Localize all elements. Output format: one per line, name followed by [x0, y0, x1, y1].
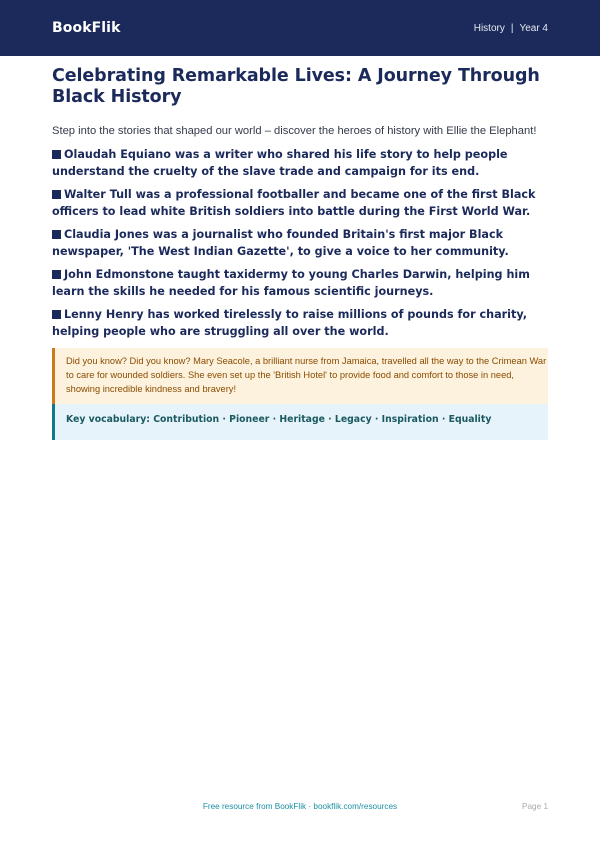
page-footer — [52, 802, 548, 811]
brand-logo[interactable]: BookFlik — [52, 20, 121, 36]
square-bullet-icon — [52, 150, 61, 159]
fact-text: John Edmonstone taught taxidermy to young Charles Darwin, helping him learn the skills he needed for his famous scientific journeys. — [52, 268, 530, 298]
vocabulary-text: Key vocabulary: Contribution · Pioneer · Heritage · Legacy · Inspiration · Equality — [66, 414, 492, 425]
site-header — [0, 0, 600, 56]
page-number: Page 1 — [522, 802, 548, 811]
did-you-know-text: Did you know? Did you know? Mary Seacole, a brilliant nurse from Jamaica, travelled all the way to the Crimean War to care for wounded soldiers. She even set up the 'British Hotel' to provide food and comfort to those in need, showing incredible kindness and bravery! — [55, 348, 548, 404]
breadcrumb-separator: | — [510, 22, 514, 34]
page-title: Celebrating Remarkable Lives: A Journey Through Black History — [52, 66, 540, 107]
fact-list — [52, 146, 548, 340]
vocabulary-box — [52, 404, 548, 440]
square-bullet-icon — [52, 230, 61, 239]
breadcrumb-year[interactable]: Year 4 — [519, 22, 548, 34]
list-item — [52, 146, 548, 180]
square-bullet-icon — [52, 310, 61, 319]
fact-text: Lenny Henry has worked tirelessly to raise millions of pounds for charity, helping people who are struggling all over the world. — [52, 308, 528, 338]
list-item — [52, 306, 548, 340]
square-bullet-icon — [52, 190, 61, 199]
list-item — [52, 186, 548, 220]
footer-resource-link[interactable]: Free resource from BookFlik · bookflik.com/resources — [202, 802, 398, 811]
list-item — [52, 226, 548, 260]
main-content — [0, 56, 600, 440]
list-item — [52, 266, 548, 300]
fact-text: Walter Tull was a professional footballer and became one of the first Black officers to lead white British soldiers into battle during the First World War. — [52, 188, 536, 218]
fact-text: Olaudah Equiano was a writer who shared his life story to help people understand the cruelty of the slave trade and campaign for its end. — [52, 148, 508, 178]
square-bullet-icon — [52, 270, 61, 279]
fact-text: Claudia Jones was a journalist who founded Britain's first major Black newspaper, 'The West Indian Gazette', to give a voice to her community. — [52, 228, 509, 258]
breadcrumb — [474, 23, 548, 34]
breadcrumb-subject[interactable]: History — [473, 22, 505, 34]
intro-text: Step into the stories that shaped our world – discover the heroes of history with Ellie the Elephant! — [52, 125, 537, 137]
did-you-know-callout — [52, 348, 548, 404]
